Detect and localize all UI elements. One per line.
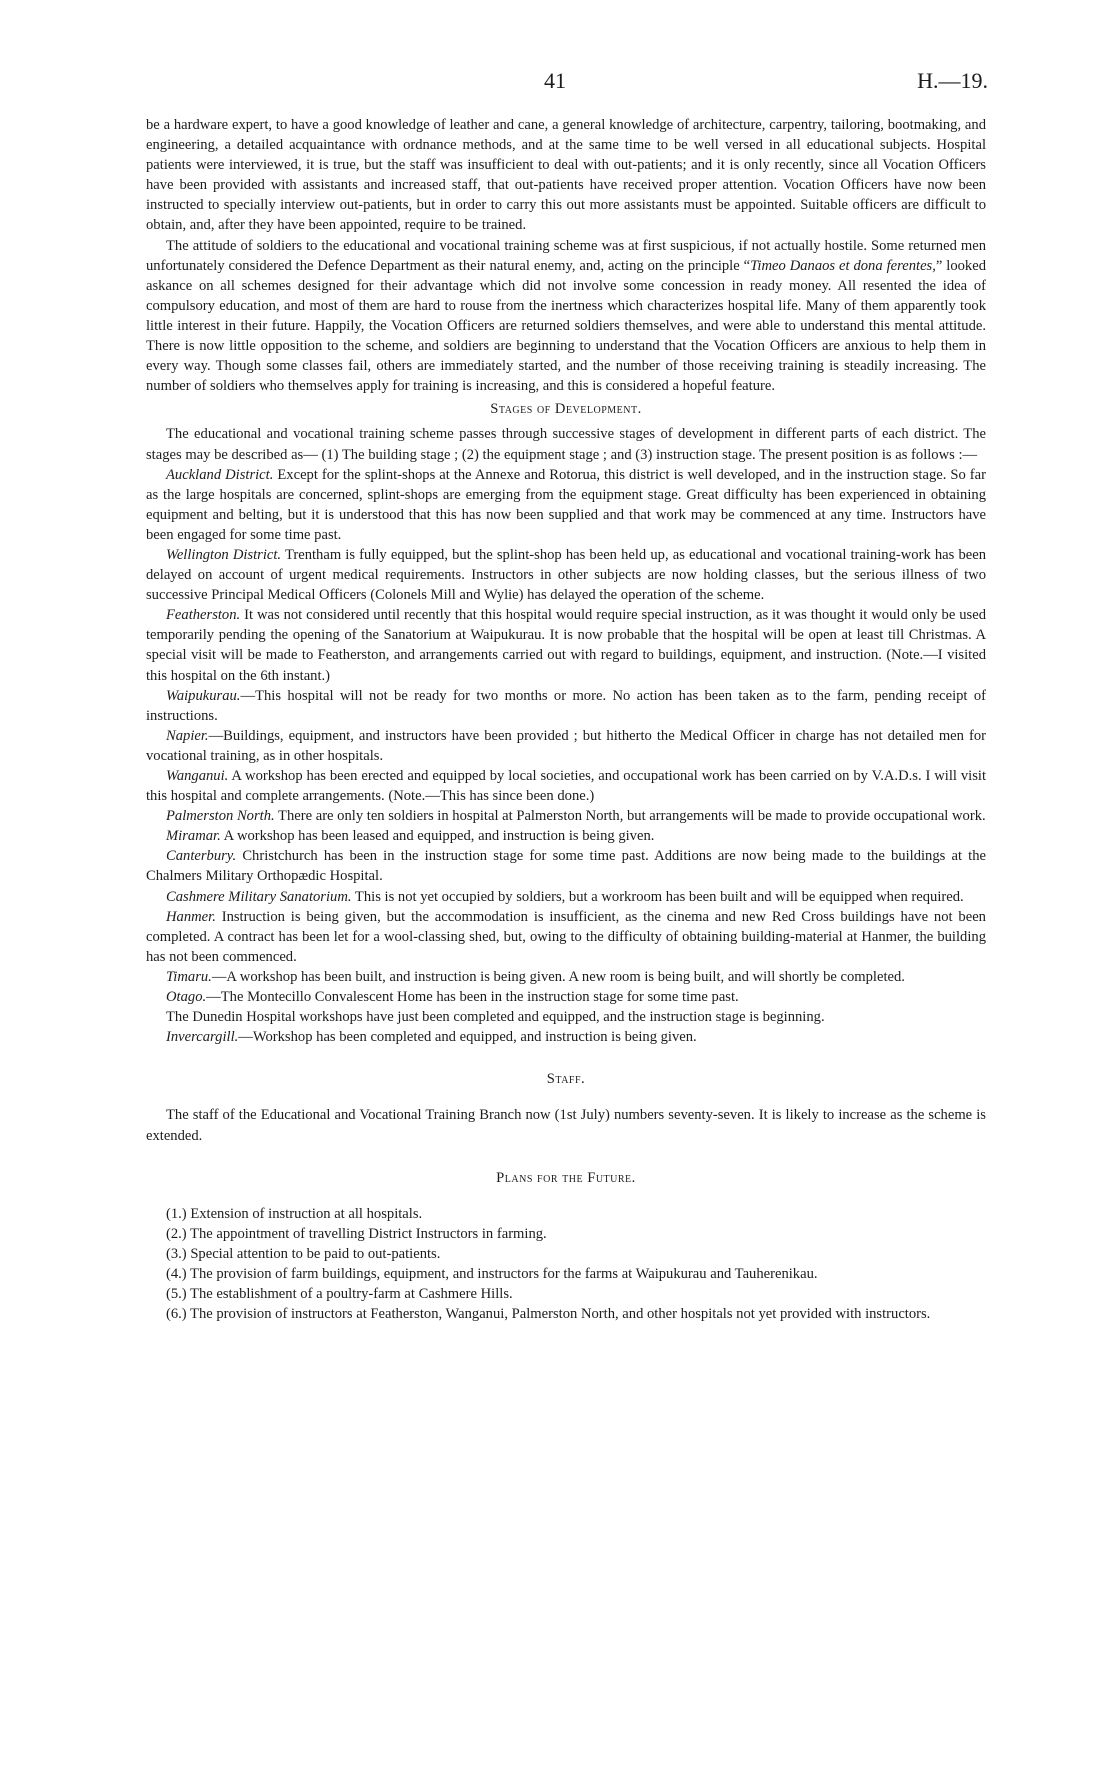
stage-entry-napier: Napier.—Buildings, equipment, and instructors have been provided ; but hitherto the Medical Officer in charge has not detailed men for vocational training, as in other hospitals. [146, 727, 986, 764]
plan-item: (6.) The provision of instructors at Featherston, Wanganui, Palmerston North, and other hospitals not yet provided with instructors. [166, 1306, 931, 1323]
stage-entry-hanmer: Hanmer. Instruction is being given, but the accommodation is insufficient, as the cinema and new Red Cross buildings have not been completed. A contract has been let for a wool-classing shed, but, owing to the difficulty of obtaining building-material at Hanmer, the building has not been commenced. [146, 908, 986, 965]
stage-entry-featherston: Featherston. It was not considered until recently that this hospital would require special instruction, as it was thought it would only be used temporarily pending the opening of the Sanatorium at Waipukurau. It is now probable that the hospital will be open at least till Christmas. A special visit will be made to Featherston, and arrangements carried out with regard to buildings, equipment, and instruction. (Note.—I visited this hospital on the 6th instant.) [146, 607, 986, 684]
latin-quote: Timeo Danaos et dona ferentes, [750, 257, 936, 274]
plan-item: (1.) Extension of instruction at all hospitals. [166, 1205, 423, 1222]
plan-item: (4.) The provision of farm buildings, equipment, and instructors for the farms at Waipukurau and Tauherenikau. [166, 1265, 818, 1282]
stage-entry-canterbury: Canterbury. Christchurch has been in the instruction stage for some time past. Additions are now being made to the buildings at the Chalmers Military Orthopædic Hospital. [146, 848, 987, 885]
stage-entry-palmerston-north: Palmerston North. There are only ten soldiers in hospital at Palmerston North, but arrangements will be made to provide occupational work. [166, 808, 986, 825]
stage-entry-wanganui: Wanganui. A workshop has been erected and equipped by local societies, and occupational work has been carried on by V.A.D.s. I will visit this hospital and complete arrangements. (Note.—This has since been done.) [146, 768, 987, 805]
staff-paragraph: The staff of the Educational and Vocational Training Branch now (1st July) numbers seventy-seven. It is likely to increase as the scheme is extended. [146, 1107, 986, 1144]
stage-entry-waipukurau: Waipukurau.—This hospital will not be ready for two months or more. No action has been taken as to the farm, pending receipt of instructions. [146, 687, 986, 724]
page-number: 41 [544, 68, 566, 93]
plan-item: (5.) The establishment of a poultry-farm at Cashmere Hills. [166, 1286, 513, 1303]
staff-heading: Staff. [546, 1071, 586, 1088]
intro-paragraph-1: be a hardware expert, to have a good knowledge of leather and cane, a general knowledge of architecture, carpentry, tailoring, bootmaking, and engineering, a detailed acquaintance with ordnance methods, and at the same time to be well versed in all educational subjects. Hospital patients were interviewed, it is true, but the staff was insufficient to deal with out-patients; and it is only recently, since all Vocation Officers have been provided with assistants and increased staff, that out-patients have received proper attention. Vocation Officers have now been instructed to specially interview out-patients, but in order to carry this out more assistants must be appointed. Suitable officers are difficult to obtain, and, after they have been appointed, require to be trained. [146, 117, 986, 234]
stage-entry-timaru: Timaru.—A workshop has been built, and instruction is being given. A new room is being built, and will shortly be completed. [166, 968, 905, 985]
stage-entry-invercargill: Invercargill.—Workshop has been completed and equipped, and instruction is being given. [166, 1029, 697, 1046]
plans-heading: Plans for the Future. [496, 1169, 636, 1186]
page-body [146, 115, 986, 1324]
stage-entry-dunedin: The Dunedin Hospital workshops have just been completed and equipped, and the instruction stage is beginning. [166, 1009, 825, 1026]
intro-paragraph-2: The attitude of soldiers to the educational and vocational training scheme was at first suspicious, if not actually hostile. Some returned men unfortunately considered the Defence Department as their natural enemy, and, acting on the principle “Timeo Danaos et dona ferentes,” looked askance on all schemes designed for their advantage which did not involve some concession in ready money. All resented the idea of compulsory education, and most of them are hard to rouse from the inertness which characterizes hospital life. Many of them apparently took little interest in their future. Happily, the Vocation Officers are returned soldiers themselves, and were able to understand this mental attitude. There is now little opposition to the scheme, and soldiers are beginning to understand that the Vocation Officers are anxious to help them in every way. Though some classes fail, others are immediately started, and the number of those receiving training is steadily increasing. The number of soldiers who themselves apply for training is increasing, and this is considered a hopeful feature. [146, 237, 986, 395]
stages-intro: The educational and vocational training scheme passes through successive stages of development in different parts of each district. The stages may be described as— (1) The building stage ; (2) the equipment stage ; and (3) instruction stage. The present position is as follows :— [146, 426, 986, 463]
plan-item: (3.) Special attention to be paid to out-patients. [166, 1245, 441, 1262]
plan-item: (2.) The appointment of travelling District Instructors in farming. [166, 1225, 547, 1242]
stage-entry-otago: Otago.—The Montecillo Convalescent Home has been in the instruction stage for some time past. [166, 989, 739, 1006]
stage-entry-miramar: Miramar. A workshop has been leased and equipped, and instruction is being given. [166, 828, 655, 845]
stage-entry-auckland: Auckland District. Except for the splint-shops at the Annexe and Rotorua, this district is well developed, and in the instruction stage. So far as the large hospitals are concerned, splint-shops are emerging from the equipment stage. Great difficulty has been experienced in obtaining equipment and belting, but it is understood that this has now been supplied and that work may be commenced at any time. Instructors have been engaged for some time past. [146, 466, 986, 543]
document-reference: H.—19. [917, 68, 988, 93]
stages-heading: Stages of Development. [490, 401, 642, 418]
stage-entry-wellington: Wellington District. Trentham is fully equipped, but the splint-shop has been held up, as educational and vocational training-work has been delayed on account of urgent medical requirements. Instructors in other subjects are now holding classes, but the serious illness of two successive Principal Medical Officers (Colonels Mill and Wylie) has delayed the operation of the scheme. [146, 546, 987, 604]
stage-entry-cashmere: Cashmere Military Sanatorium. This is not yet occupied by soldiers, but a workroom has been built and will be equipped when required. [166, 888, 964, 905]
